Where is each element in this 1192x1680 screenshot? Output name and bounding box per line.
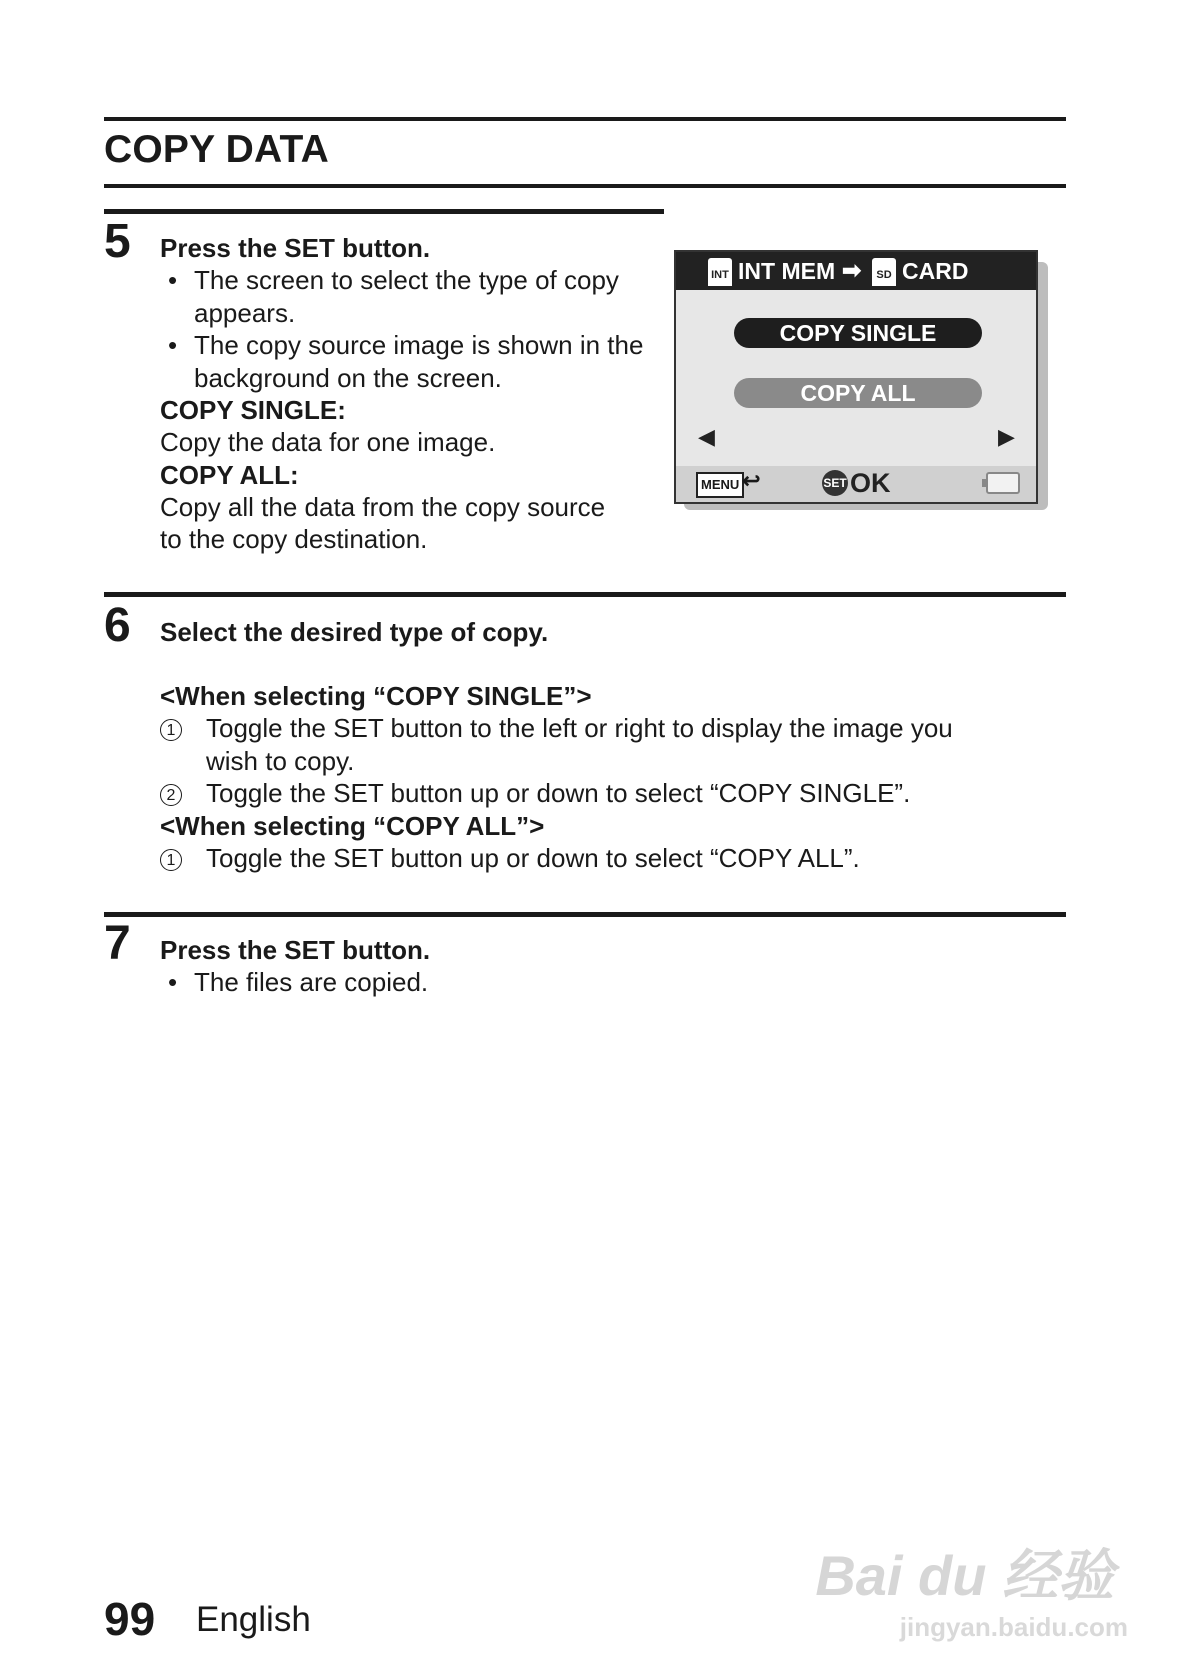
circled-number: 1	[160, 719, 182, 741]
circled-number: 2	[160, 784, 182, 806]
menu-icon[interactable]: MENU	[696, 472, 744, 498]
step7-heading: Press the SET button.	[160, 935, 431, 965]
step5-number: 5	[104, 215, 131, 268]
baidu-watermark-logo: Bai du 经验	[815, 1544, 1114, 1607]
step5-rule	[104, 209, 664, 214]
copy-single-desc: Copy the data for one image.	[160, 427, 496, 457]
sd-card-icon: SD	[872, 258, 896, 286]
dest-label: CARD	[902, 258, 969, 284]
copy-all-label: COPY ALL:	[160, 459, 299, 490]
battery-icon	[986, 472, 1020, 494]
single-step-2	[160, 777, 1060, 810]
set-button-icon[interactable]: SET	[822, 470, 848, 496]
copy-all-desc-line2: to the copy destination.	[160, 524, 428, 554]
screen-header	[676, 252, 1036, 290]
bullet-text: The screen to select the type of copy appears.	[194, 265, 619, 328]
bullet-dot: •	[168, 967, 178, 997]
step7-content	[160, 934, 1060, 999]
single-step-1	[160, 712, 1060, 777]
option-copy-single[interactable]: COPY SINGLE	[734, 318, 982, 348]
step-text-line2: wish to copy.	[206, 745, 355, 776]
bullet-text: The files are copied.	[194, 967, 429, 997]
step6-content	[160, 616, 1060, 874]
title-bottom-rule	[104, 184, 1066, 188]
right-arrow-icon[interactable]: ▶	[998, 424, 1015, 449]
step6-heading: Select the desired type of copy.	[160, 617, 549, 647]
circled-number: 1	[160, 849, 182, 871]
step-text-line1: Toggle the SET button up or down to select “COPY ALL”.	[206, 842, 860, 873]
step7-rule	[104, 912, 1066, 917]
source-label: INT MEM	[738, 258, 836, 284]
step7-bullet-1	[160, 966, 1060, 999]
internal-memory-icon: INT	[708, 258, 732, 286]
bullet-text: The copy source image is shown in the background on the screen.	[194, 330, 644, 393]
step5-bullet-1	[160, 264, 660, 329]
step5-bullet-2	[160, 329, 660, 394]
page-title: COPY DATA	[104, 128, 329, 171]
step6-rule	[104, 592, 1066, 597]
bullet-dot: •	[168, 265, 178, 295]
step-text-line1: Toggle the SET button to the left or right to display the image you	[206, 713, 953, 743]
title-top-rule	[104, 117, 1066, 121]
step7-number: 7	[104, 917, 131, 970]
step6-number: 6	[104, 599, 131, 652]
return-icon: ↩	[742, 468, 761, 493]
copy-all-subheading: <When selecting “COPY ALL”>	[160, 810, 545, 841]
page-language: English	[196, 1600, 311, 1639]
all-step-1	[160, 842, 1060, 875]
copy-single-subheading: <When selecting “COPY SINGLE”>	[160, 681, 592, 711]
camera-screen	[674, 250, 1038, 504]
bullet-dot: •	[168, 330, 178, 360]
page-number: 99	[104, 1593, 156, 1645]
baidu-watermark-url: jingyan.baidu.com	[899, 1612, 1128, 1642]
arrow-right-icon: ➡	[842, 257, 862, 283]
ok-label: OK	[850, 468, 891, 498]
option-copy-all[interactable]: COPY ALL	[734, 378, 982, 408]
left-arrow-icon[interactable]: ◀	[698, 424, 715, 449]
screen-footer	[676, 466, 1036, 502]
copy-all-desc-line1: Copy all the data from the copy source	[160, 491, 606, 522]
copy-single-label: COPY SINGLE:	[160, 395, 346, 425]
step5-content	[160, 232, 660, 556]
step-text-line1: Toggle the SET button up or down to select “COPY SINGLE”.	[206, 778, 911, 808]
step5-heading: Press the SET button.	[160, 233, 431, 263]
